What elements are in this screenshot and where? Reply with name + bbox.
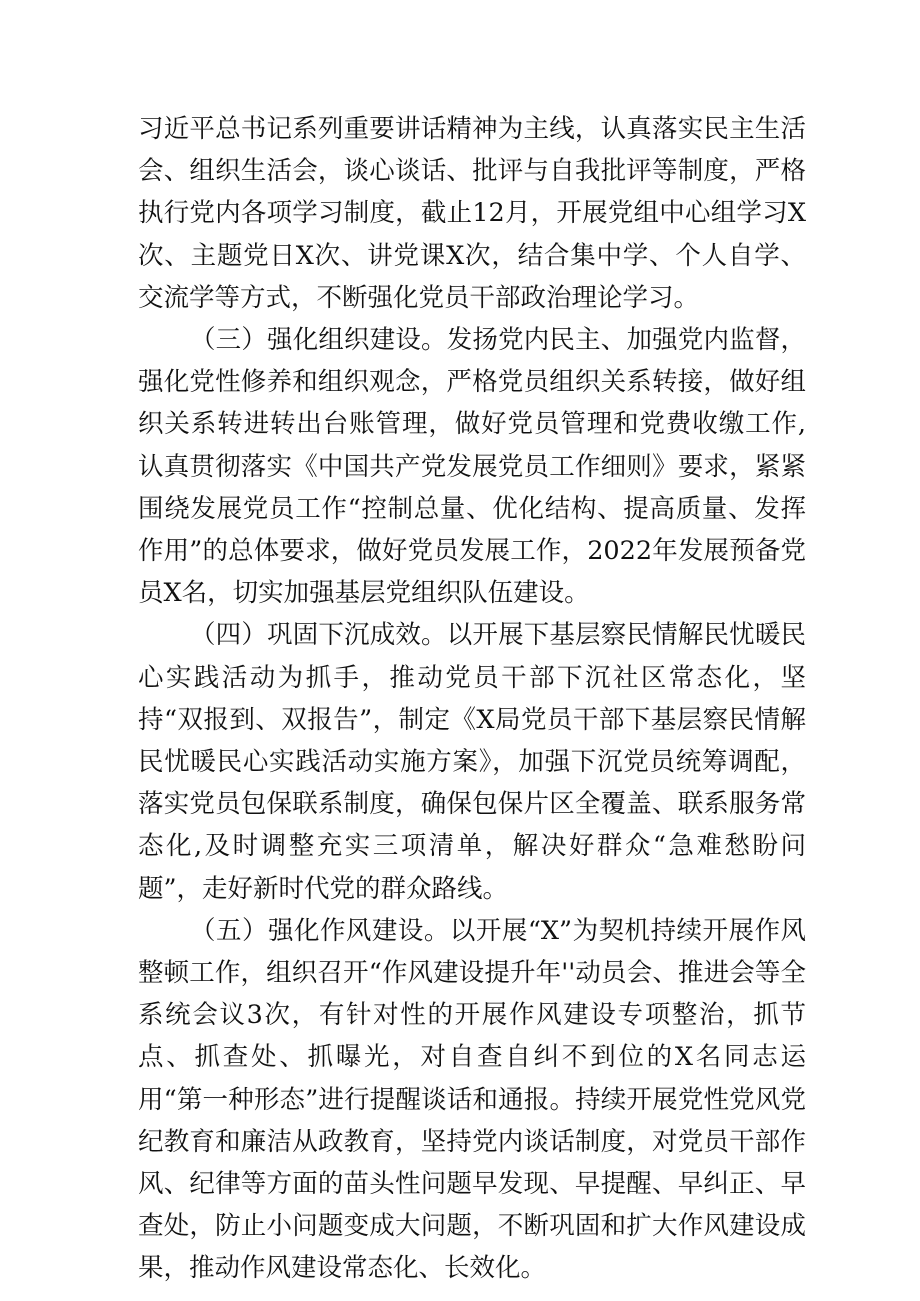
paragraph-study-continuation: 习近平总书记系列重要讲话精神为主线，认真落实民主生活会、组织生活会，谈心谈话、批评与自我批评等制度，严格执行党内各项学习制度，截止12月，开展党组中心组学习X次、主题党日X次、讲党课X次，结合集中学、个人自学、交流学等方式，不断强化党员干部政治理论学习。: [138, 114, 806, 313]
document-body: [138, 108, 806, 1290]
paragraph-organization-building: （三）强化组织建设。发扬党内民主、加强党内监督，强化党性修养和组织观念，严格党员组织关系转接，做好组织关系转进转出台账管理，做好党员管理和党费收缴工作,认真贯彻落实《中国共产党发展党员工作细则》要求，紧紧围绕发展党员工作“控制总量、优化结构、提高质量、发挥作用”的总体要求，做好党员发展工作，2022年发展预备党员X名，切实加强基层党组织队伍建设。: [138, 325, 806, 609]
paragraph-consolidate-results: （四）巩固下沉成效。以开展下基层察民情解民忧暖民心实践活动为抓手，推动党员干部下沉社区常态化，坚持“双报到、双报告”，制定《X局党员干部下基层察民情解民忧暖民心实践活动实施方案》，加强下沉党员统筹调配，落实党员包保联系制度，确保包保片区全覆盖、联系服务常态化,及时调整充实三项清单，解决好群众“急难愁盼问题”，走好新时代党的群众路线。: [138, 620, 806, 904]
paragraph-work-style-building: （五）强化作风建设。以开展“X”为契机持续开展作风整顿工作，组织召开“作风建设提升年''动员会、推进会等全系统会议3次，有针对性的开展作风建设专项整治，抓节点、抓查处、抓曝光，对自查自纠不到位的X名同志运用“第一种形态”进行提醒谈话和通报。持续开展党性党风党纪教育和廉洁从政教育，坚持党内谈话制度，对党员干部作风、纪律等方面的苗头性问题早发现、早提醒、早纠正、早查处，防止小问题变成大问题，不断巩固和扩大作风建设成果，推动作风建设常态化、长效化。: [138, 915, 806, 1284]
